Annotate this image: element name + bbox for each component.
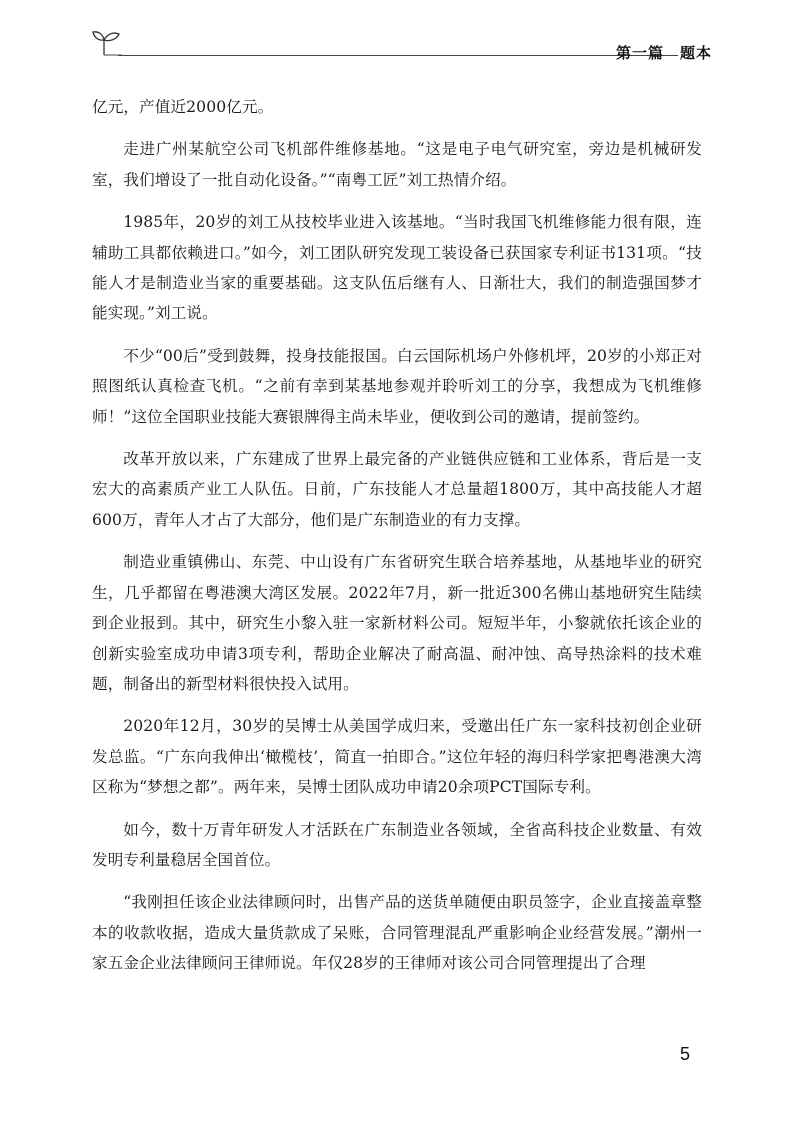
section-title: 第一篇 题本 (615, 44, 712, 62)
paragraph: 1985年，20岁的刘工从技校毕业进入该基地。“当时我国飞机维修能力很有限，连辅助工具都依赖进口。”如今，刘工团队研究发现工装设备已获国家专利证书131项。“技能人才是制造业当家的重要基础。这支队伍后继有人、日渐壮大，我们的制造强国梦才能实现。”刘工说。 (92, 213, 702, 323)
page-header (92, 26, 712, 66)
header-rule (118, 55, 678, 56)
paragraph: 走进广州某航空公司飞机部件维修基地。“这是电子电气研究室，旁边是机械研发室，我们增设了一批自动化设备。”“南粤工匠”刘工热情介绍。 (92, 140, 702, 189)
paragraph: 改革开放以来，广东建成了世界上最完备的产业链供应链和工业体系，背后是一支宏大的高素质产业工人队伍。日前，广东技能人才总量超1800万，其中高技能人才超600万，青年人才占了大部分，他们是广东制造业的有力支撑。 (92, 450, 702, 529)
paragraph-continued: 亿元，产值近2000亿元。 (92, 98, 274, 116)
paragraph: 制造业重镇佛山、东莞、中山设有广东省研究生联合培养基地，从基地毕业的研究生，几乎都留在粤港澳大湾区发展。2022年7月，新一批近300名佛山基地研究生陆续到企业报到。其中，研究生小黎入驻一家新材料公司。短短半年，小黎就依托该企业的创新实验室成功申请3项专利，帮助企业解决了耐高温、耐冲蚀、高导热涂料的技术难题，制备出的新型材料很快投入试用。 (92, 553, 702, 693)
sprout-icon (92, 28, 126, 56)
body-text (92, 92, 702, 991)
paragraph: 如今，数十万青年研发人才活跃在广东制造业各领域，全省高科技企业数量、有效发明专利量稳居全国首位。 (92, 820, 702, 869)
paragraph: 不少“00后”受到鼓舞，投身技能报国。白云国际机场户外修机坪，20岁的小郑正对照图纸认真检查飞机。“之前有幸到某基地参观并聆听刘工的分享，我想成为飞机维修师！”这位全国职业技能大赛银牌得主尚未毕业，便收到公司的邀请，提前签约。 (92, 346, 702, 426)
page-number: 5 (680, 1044, 691, 1064)
paragraph: 2020年12月，30岁的吴博士从美国学成归来，受邀出任广东一家科技初创企业研发总监。“广东向我伸出‘橄榄枝’，简直一拍即合。”这位年轻的海归科学家把粤港澳大湾区称为“梦想之都”。两年来，吴博士团队成功申请20余项PCT国际专利。 (92, 717, 702, 797)
paragraph: “我刚担任该企业法律顾问时，出售产品的送货单随便由职员签字，企业直接盖章整本的收款收据，造成大量货款成了呆账，合同管理混乱严重影响企业经营发展。”潮州一家五金企业法律顾问王律师说。年仅28岁的王律师对该公司合同管理提出了合理 (92, 893, 702, 973)
